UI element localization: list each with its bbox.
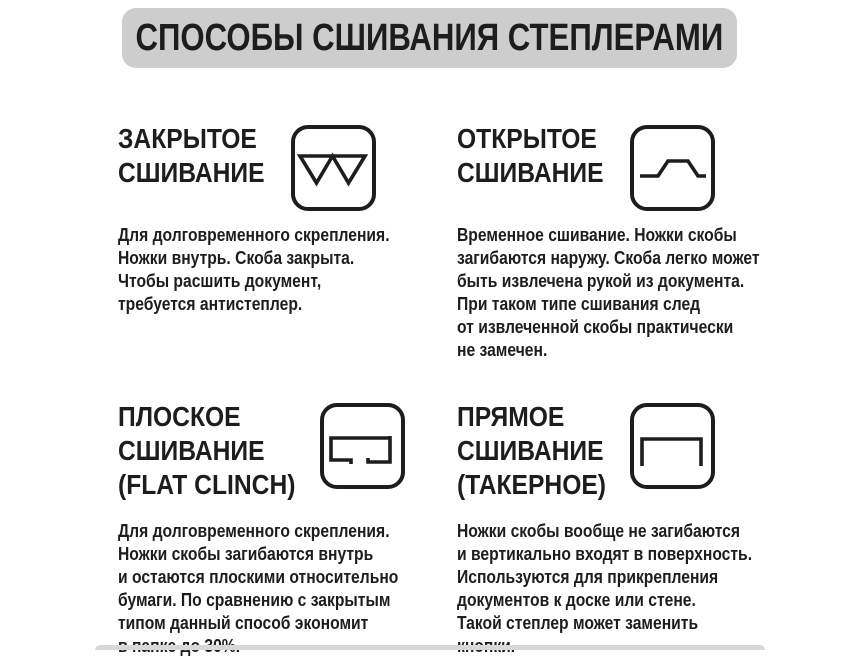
next-banner-edge [95,645,765,650]
section-closed-stitching [118,120,418,316]
section-header [118,120,376,212]
section-straight-stitching [457,398,757,658]
page-title: СПОСОБЫ СШИВАНИЯ СТЕПЛЕРАМИ [135,16,724,59]
section-open-stitching [457,120,760,362]
straight-staple-icon [630,403,715,489]
section-description: Временное сшивание. Ножки скобы загибаются наружу. Скоба легко может быть извлечена рукой из документа. При таком типе сшивания след от извлеченной скобы практически не замечен. [457,225,760,360]
section-heading: ЗАКРЫТОЕ СШИВАНИЕ [118,123,265,188]
section-description: Ножки скобы вообще не загибаются и вертикально входят в поверхность. Используются для прикрепления документов к доске или стене. Такой степлер может заменить [457,521,753,633]
section-header [457,120,715,212]
open-staple-icon [630,125,715,211]
section-header [118,398,376,502]
section-flat-stitching [118,398,418,658]
title-banner [122,8,737,68]
section-header [457,398,715,502]
closed-staple-icon [291,125,376,211]
section-description: Для долговременного скрепления. Ножки внутрь. Скоба закрыта. Чтобы расшить документ, требуется антистеплер. [118,225,390,314]
section-heading: ПЛОСКОЕ СШИВАНИЕ (FLAT CLINCH) [118,401,296,500]
section-heading: ПРЯМОЕ СШИВАНИЕ (ТАКЕРНОЕ) [457,401,607,500]
flat-clinch-staple-icon [320,403,405,489]
section-heading: ОТКРЫТОЕ СШИВАНИЕ [457,123,604,188]
section-description: Для долговременного скрепления. Ножки скобы загибаются внутрь и остаются плоскими относительно бумаги. По сравнению с закрытым типом данный способ экономит [118,521,399,633]
